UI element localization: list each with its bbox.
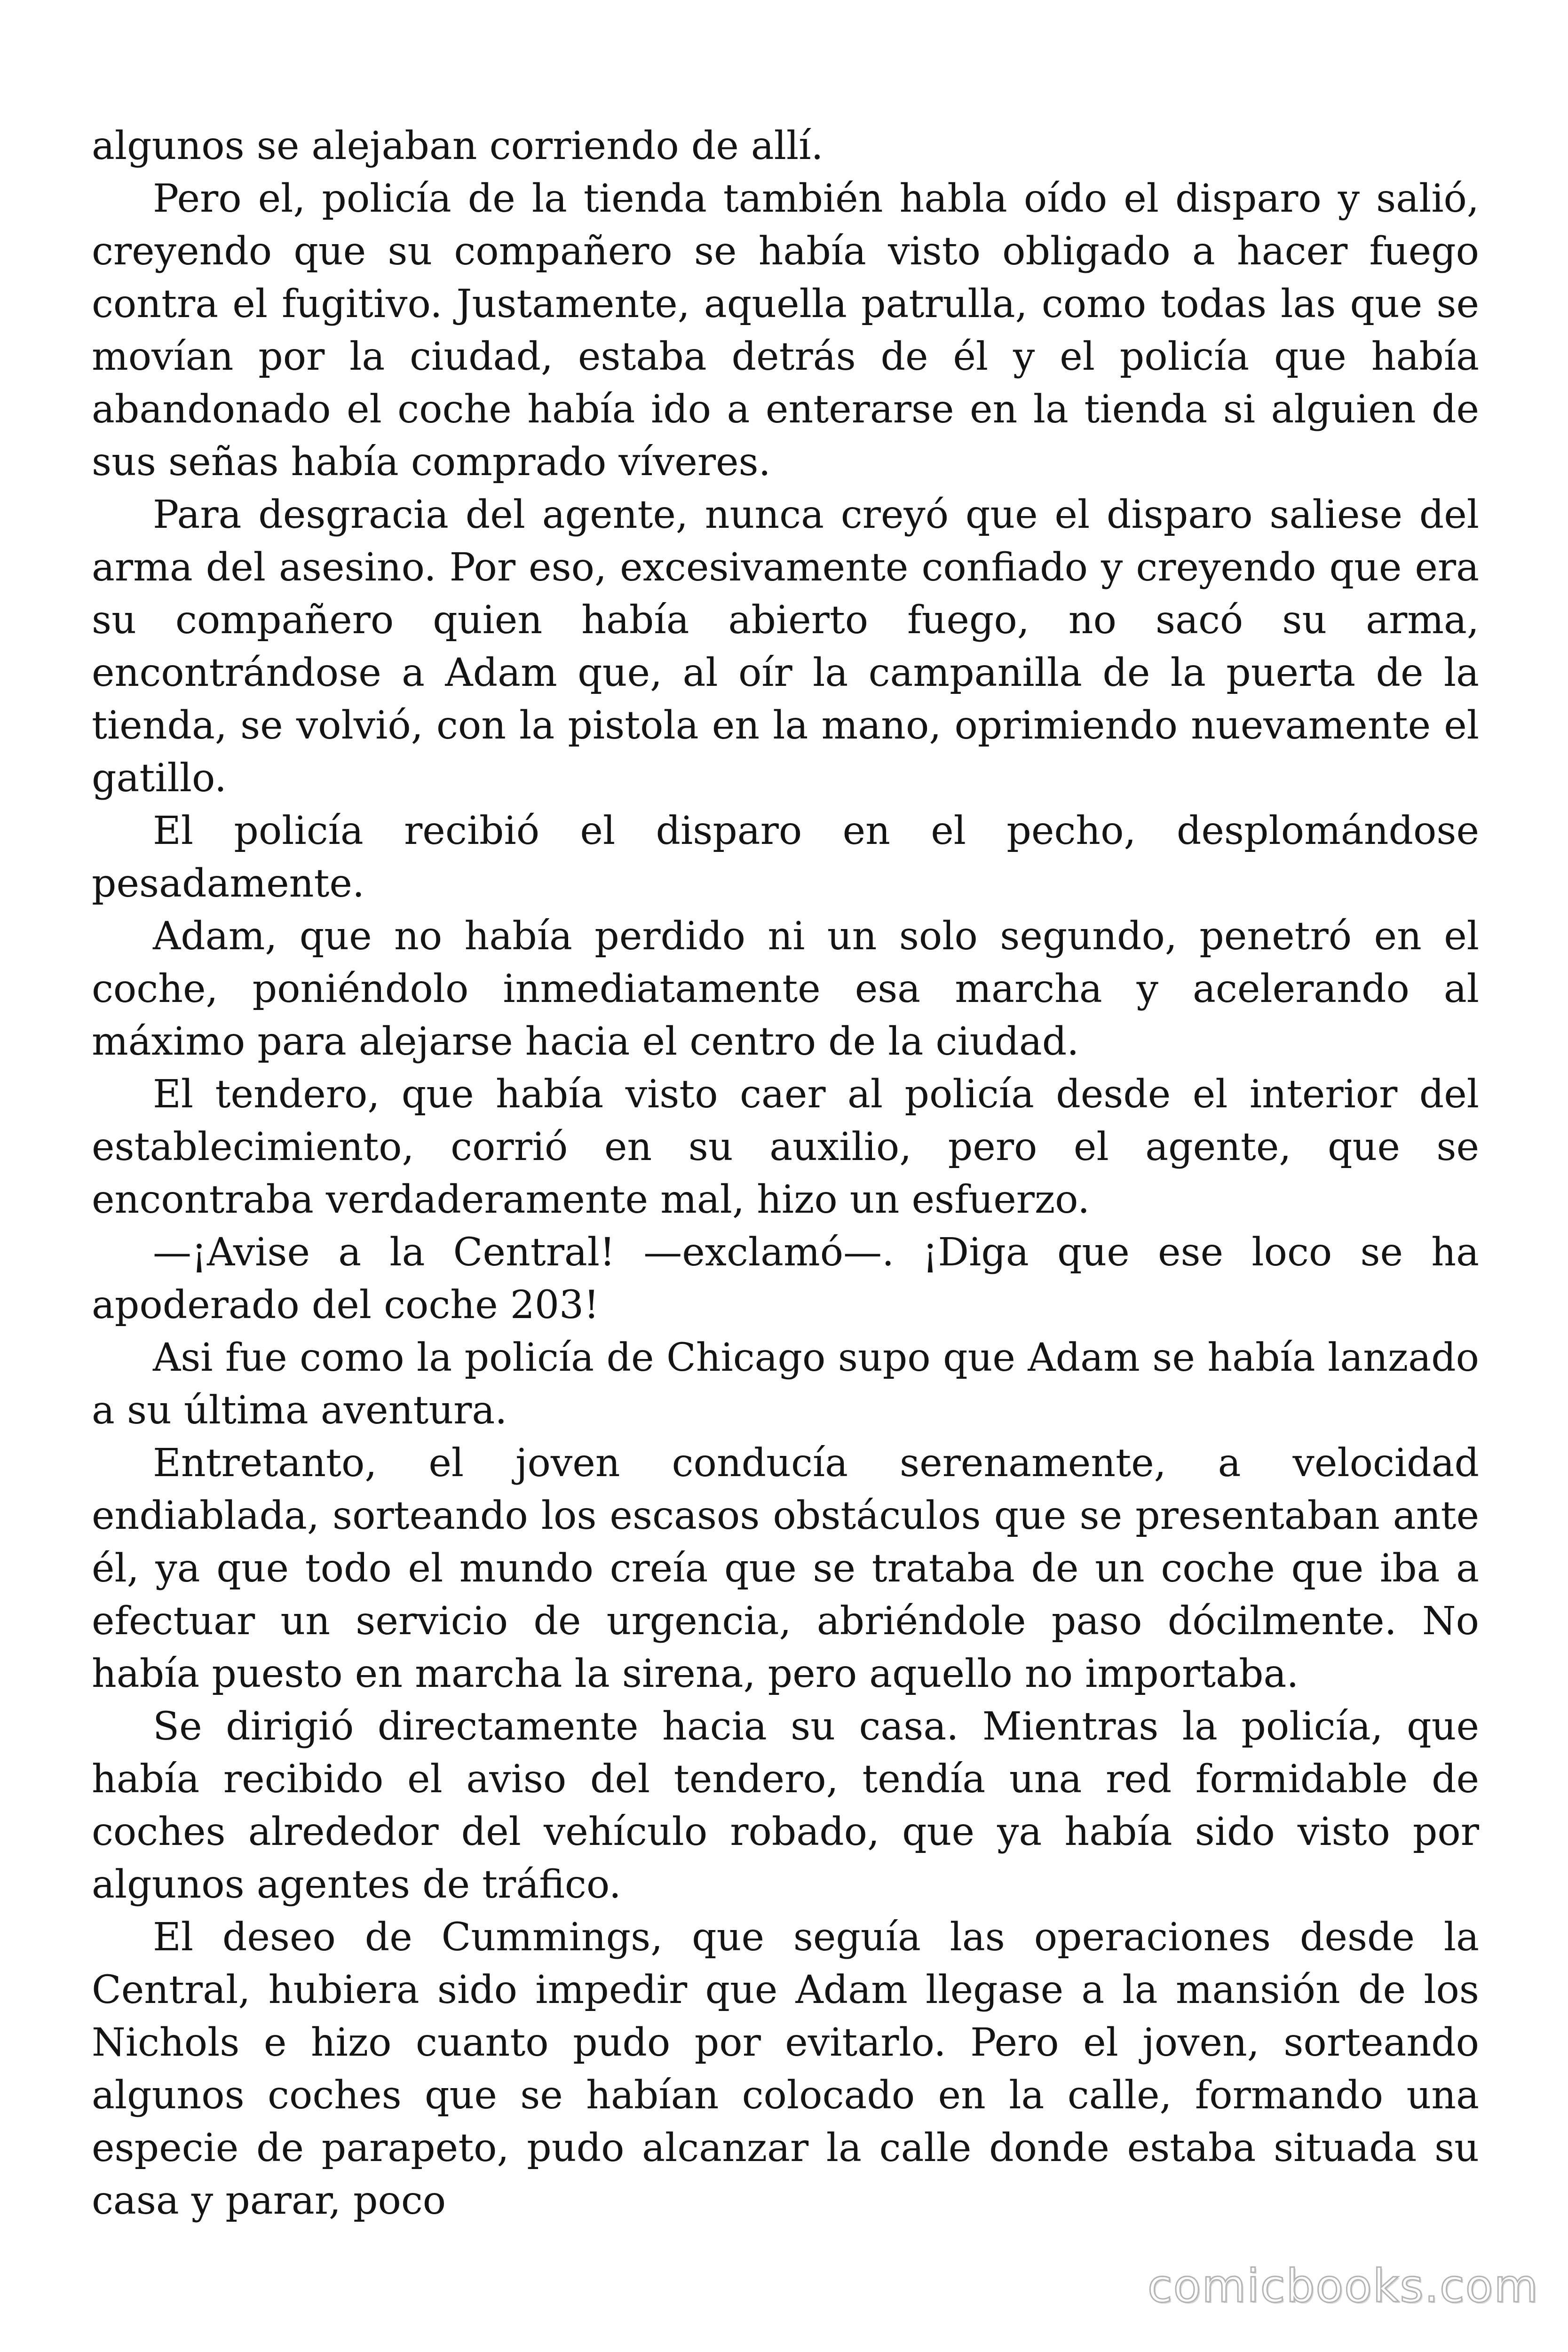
paragraph-7: —¡Avise a la Central! —exclamó—. ¡Diga que ese loco se ha apoderado del coche 203! <box>92 1230 1479 1327</box>
paragraph-8: Asi fue como la policía de Chicago supo que Adam se había lanzado a su última aventura. <box>92 1335 1479 1433</box>
paragraph-1: algunos se alejaban corriendo de allí. <box>92 124 824 168</box>
paragraph-4: El policía recibió el disparo en el pecho, desplomándose pesadamente. <box>92 809 1479 906</box>
paragraph-9: Entretanto, el joven conducía serenamente, a velocidad endiablada, sorteando los escasos obstáculos que se presentaban ante él, ya que todo el mundo creía que se trataba de un coche que iba a efectuar un servicio de urgencia, abriéndole paso dócilmente. No había puesto en marcha la sirena, pero aquello no importaba. <box>92 1441 1479 1696</box>
watermark: comicbooks.com <box>1148 2260 1539 2312</box>
paragraph-5: Adam, que no había perdido ni un solo segundo, penetró en el coche, poniéndolo inmediatamente esa marcha y acelerando al máximo para alejarse hacia el centro de la ciudad. <box>92 914 1479 1064</box>
paragraph-10: Se dirigió directamente hacia su casa. Mientras la policía, que había recibido el aviso del tendero, tendía una red formidable de coches alrededor del vehículo robado, que ya había sido visto por algunos agentes de tráfico. <box>92 1704 1479 1907</box>
paragraph-3: Para desgracia del agente, nunca creyó que el disparo saliese del arma del asesino. Por eso, excesivamente confiado y creyendo que era su compañero quien había abierto fuego, no sacó su arma, encontrándose a Adam que, al oír la campanilla de la puerta de la tienda, se volvió, con la pistola en la mano, oprimiendo nuevamente el gatillo. <box>92 493 1479 801</box>
paragraph-6: El tendero, que había visto caer al policía desde el interior del establecimiento, corrió en su auxilio, pero el agente, que se encontraba verdaderamente mal, hizo un esfuerzo. <box>92 1072 1479 1222</box>
paragraph-2: Pero el, policía de la tienda también habla oído el disparo y salió, creyendo que su compañero se había visto obligado a hacer fuego contra el fugitivo. Justamente, aquella patrulla, como todas las que se movían por la ciudad, estaba detrás de él y el policía que había abandonado el coche había ido a enterarse en la tienda si alguien de sus señas había comprado víveres. <box>92 176 1479 485</box>
page-text <box>92 120 1479 2227</box>
paragraph-11: El deseo de Cummings, que seguía las operaciones desde la Central, hubiera sido impedir que Adam llegase a la mansión de los Nichols e hizo cuanto pudo por evitarlo. Pero el joven, sorteando algunos coches que se habían colocado en la calle, formando una especie de parapeto, pudo alcanzar la calle donde estaba situada su casa y parar, poco <box>92 1915 1479 2223</box>
